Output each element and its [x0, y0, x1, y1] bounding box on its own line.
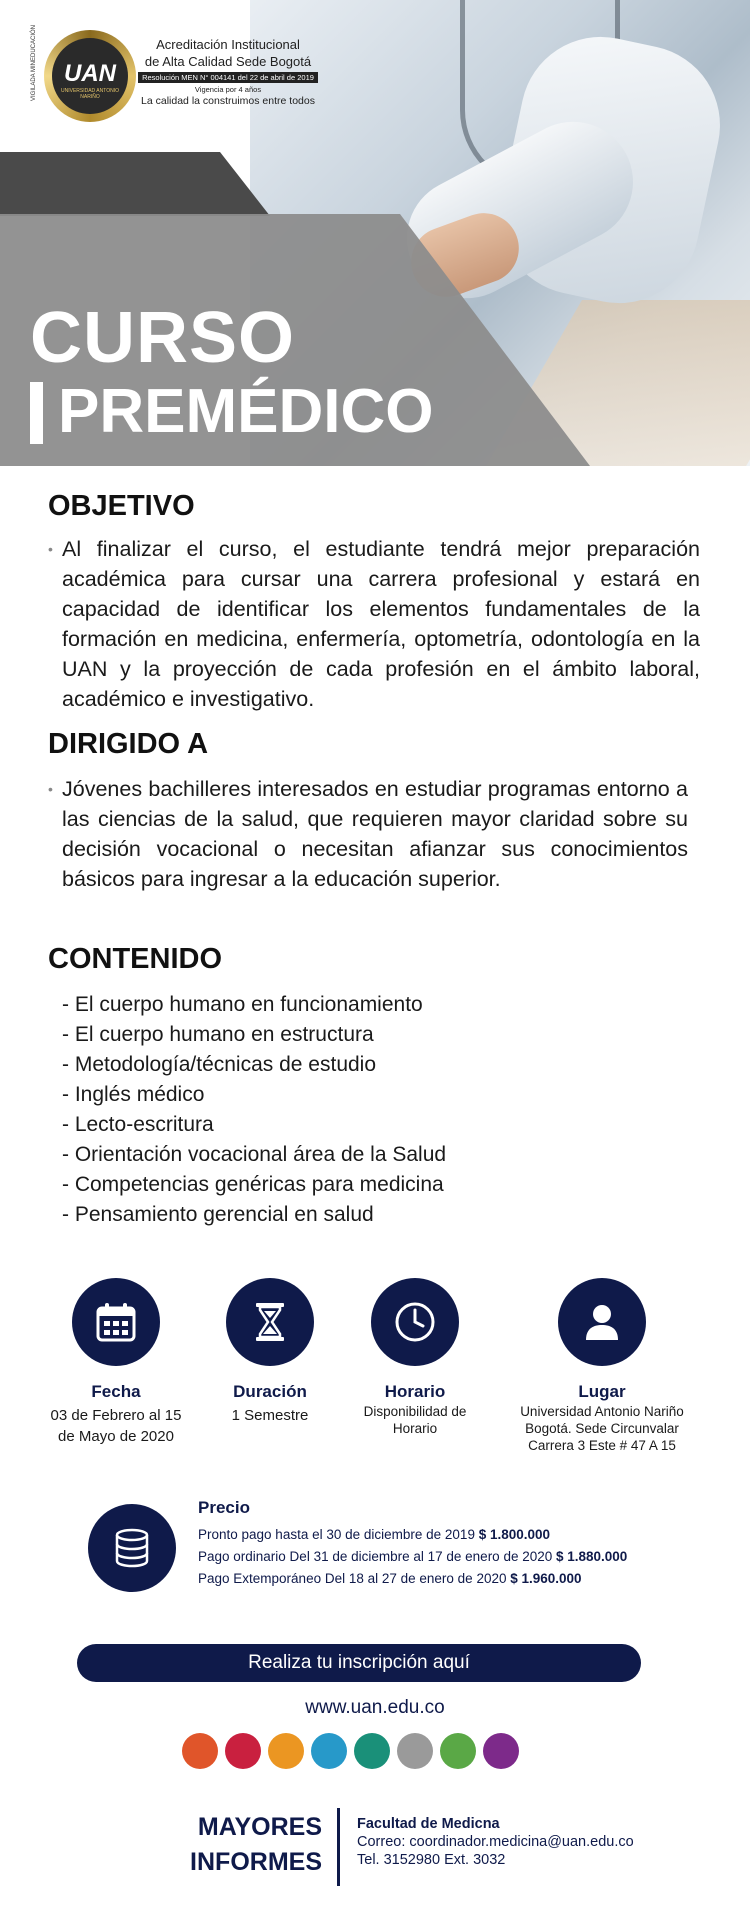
- resolution-text: Resolución MEN N° 004141 del 22 de abril de 2019: [138, 72, 318, 83]
- precio-line2: Pago ordinario Del 31 de diciembre al 17 de enero de 2020 $ 1.880.000: [198, 1549, 628, 1564]
- database-icon: [88, 1504, 176, 1592]
- dirigido-title: DIRIGIDO A: [48, 728, 209, 760]
- horario-label: Horario: [384, 1382, 446, 1401]
- objetivo-text: Al finalizar el curso, el estudiante tendrá mejor preparación académica para cursar una carrera profesional y estará en capacidad de identificar los elementos fundamentales de la formación en medicina, enfermería, optometría, odontología en la UAN y la proyección de cada profesión en el ámbito laboral, académico e investigativo.: [62, 537, 700, 711]
- clock-icon: [371, 1278, 459, 1366]
- fecha-label: Fecha: [91, 1382, 141, 1401]
- register-button[interactable]: Realiza tu inscripción aquí: [77, 1644, 641, 1682]
- objetivo-title: OBJETIVO: [48, 490, 195, 522]
- list-item: - Metodología/técnicas de estudio: [62, 1053, 377, 1076]
- color-dot: [483, 1733, 519, 1769]
- color-dot: [354, 1733, 390, 1769]
- bullet-icon: •: [48, 781, 53, 797]
- precio-amount: $ 1.800.000: [478, 1527, 551, 1542]
- contenido-title: CONTENIDO: [48, 943, 222, 975]
- hero-banner: [0, 0, 750, 466]
- contact-email[interactable]: Correo: coordinador.medicina@uan.edu.co: [357, 1834, 634, 1850]
- color-dot: [268, 1733, 304, 1769]
- precio-title: Precio: [198, 1498, 250, 1517]
- dirigido-text: Jóvenes bachilleres interesados en estudiar programas entorno a las ciencias de la salud, que requieren mayor claridad sobre su decisión vocacional o necesitan afianzar sus conocimientos básicos para ingresar a la educación superior.: [62, 777, 688, 891]
- precio-amount: $ 1.880.000: [556, 1549, 628, 1564]
- hero-title-line1: CURSO: [30, 298, 296, 378]
- list-item: - El cuerpo humano en funcionamiento: [62, 993, 423, 1016]
- duracion-value: 1 Semestre: [231, 1407, 309, 1424]
- lugar-line1: Universidad Antonio Nariño: [520, 1404, 684, 1419]
- list-item: - Inglés médico: [62, 1083, 205, 1106]
- website-link[interactable]: www.uan.edu.co: [305, 1697, 445, 1718]
- lugar-label: Lugar: [578, 1382, 626, 1401]
- lugar-line3: Carrera 3 Este # 47 A 15: [528, 1438, 676, 1453]
- color-dot: [182, 1733, 218, 1769]
- horario-value: Disponibilidad de Horario: [363, 1404, 467, 1436]
- contact-block: [357, 1815, 634, 1869]
- precio-amount: $ 1.960.000: [510, 1571, 582, 1586]
- faculty-name: Facultad de Medicna: [357, 1816, 500, 1832]
- contact-phone: Tel. 3152980 Ext. 3032: [357, 1852, 506, 1868]
- list-item: - Competencias genéricas para medicina: [62, 1173, 444, 1196]
- list-item: - Pensamiento gerencial en salud: [62, 1203, 374, 1226]
- mayores-informes: MAYORES INFORMES: [190, 1813, 322, 1876]
- lugar-line2: Bogotá. Sede Circunvalar: [525, 1421, 679, 1436]
- precio-line3: Pago Extemporáneo Del 18 al 27 de enero de 2020 $ 1.960.000: [198, 1571, 582, 1586]
- accreditation-line1: Acreditación Institucional: [156, 37, 300, 52]
- list-item: - Orientación vocacional área de la Salud: [62, 1143, 447, 1166]
- logo-text: UAN: [64, 60, 116, 87]
- lugar-value: [502, 1403, 702, 1454]
- bullet-icon: •: [48, 541, 53, 557]
- slogan-text: La calidad la construimos entre todos: [141, 95, 315, 107]
- color-dot: [397, 1733, 433, 1769]
- fecha-value: 03 de Febrero al 15 de Mayo de 2020: [50, 1407, 182, 1445]
- duracion-label: Duración: [233, 1382, 307, 1401]
- dirigido-paragraph: [48, 774, 688, 894]
- accreditation-line2: de Alta Calidad Sede Bogotá: [144, 54, 312, 69]
- footer-divider: [337, 1808, 340, 1886]
- list-item: - Lecto-escritura: [62, 1113, 214, 1136]
- precio-line1: Pronto pago hasta el 30 de diciembre de 2019 $ 1.800.000: [198, 1527, 551, 1542]
- title-accent-bar: [30, 382, 43, 444]
- contenido-list: [62, 990, 446, 1230]
- hero-title-line2: PREMÉDICO: [58, 377, 434, 446]
- accreditation-block: [138, 36, 318, 108]
- color-dot: [311, 1733, 347, 1769]
- logo-subtext: UNIVERSIDAD ANTONIO NARIÑO: [61, 88, 119, 100]
- hero-dark-band: [0, 152, 270, 216]
- user-icon: [558, 1278, 646, 1366]
- list-item: - El cuerpo humano en estructura: [62, 1023, 374, 1046]
- color-dot: [440, 1733, 476, 1769]
- uan-logo: [44, 30, 136, 122]
- calendar-icon: [72, 1278, 160, 1366]
- validity-text: Vigencia por 4 años: [194, 85, 262, 94]
- vigilada-label: VIGILADA MINEDUCACIÓN: [31, 24, 37, 101]
- objetivo-paragraph: [48, 534, 700, 714]
- color-dot: [225, 1733, 261, 1769]
- hourglass-icon: [226, 1278, 314, 1366]
